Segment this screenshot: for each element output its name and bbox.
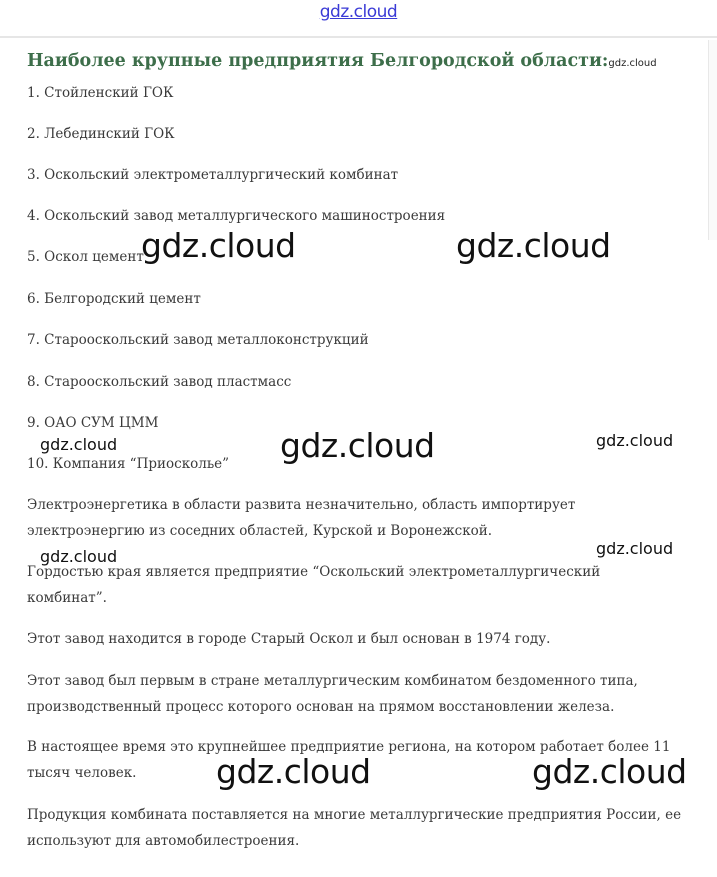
list-item: 3. Оскольский электрометаллургический комбинат	[27, 167, 399, 183]
list-item: 5. Оскол цемент	[27, 249, 144, 265]
paragraph: В настоящее время это крупнейшее предприятие региона, на котором работает более 11 тысяч человек.	[27, 739, 671, 781]
list-item: 4. Оскольский завод металлургического машиностроения	[27, 208, 446, 224]
watermark: gdz.cloud	[280, 426, 435, 465]
header-divider	[0, 36, 717, 38]
watermark: gdz.cloud	[456, 226, 611, 265]
watermark: gdz.cloud	[141, 226, 296, 265]
article-title-text: Наиболее крупные предприятия Белгородской области:	[27, 51, 609, 71]
article	[27, 48, 692, 849]
paragraph: Гордостью края является предприятие “Оскольский электрометаллургический комбинат”.	[27, 564, 601, 606]
watermark: gdz.cloud	[216, 752, 371, 791]
paragraph: Этот завод был первым в стране металлургическим комбинатом бездоменного типа, производственный процесс которого основан на прямом восстановлении железа.	[27, 673, 638, 715]
list-item: 2. Лебединский ГОК	[27, 126, 175, 142]
paragraph: Этот завод находится в городе Старый Оскол и был основан в 1974 году.	[27, 631, 551, 647]
watermark: gdz.cloud	[596, 431, 674, 450]
watermark: gdz.cloud	[40, 435, 118, 454]
paragraph: Электроэнергетика в области развита незначительно, область импортирует электроэнергию из соседних областей, Курской и Воронежской.	[27, 497, 576, 539]
list-item: 6. Белгородский цемент	[27, 291, 201, 307]
article-title	[27, 48, 692, 77]
paragraph: Продукция комбината поставляется на многие металлургические предприятия России, ее используют для автомобилестроения.	[27, 807, 682, 849]
list-item: 10. Компания “Приосколье”	[27, 456, 230, 472]
list-item: 8. Старооскольский завод пластмасс	[27, 374, 292, 390]
title-watermark: gdz.cloud	[608, 58, 657, 69]
watermark: gdz.cloud	[596, 539, 674, 558]
watermark: gdz.cloud	[532, 752, 687, 791]
list-item: 9. ОАО СУМ ЦММ	[27, 415, 159, 431]
side-rail	[708, 40, 717, 240]
list-item: 7. Старооскольский завод металлоконструкций	[27, 332, 369, 348]
list-item: 1. Стойленский ГОК	[27, 85, 174, 101]
watermark: gdz.cloud	[40, 547, 118, 566]
top-watermark: gdz.cloud	[319, 2, 398, 22]
